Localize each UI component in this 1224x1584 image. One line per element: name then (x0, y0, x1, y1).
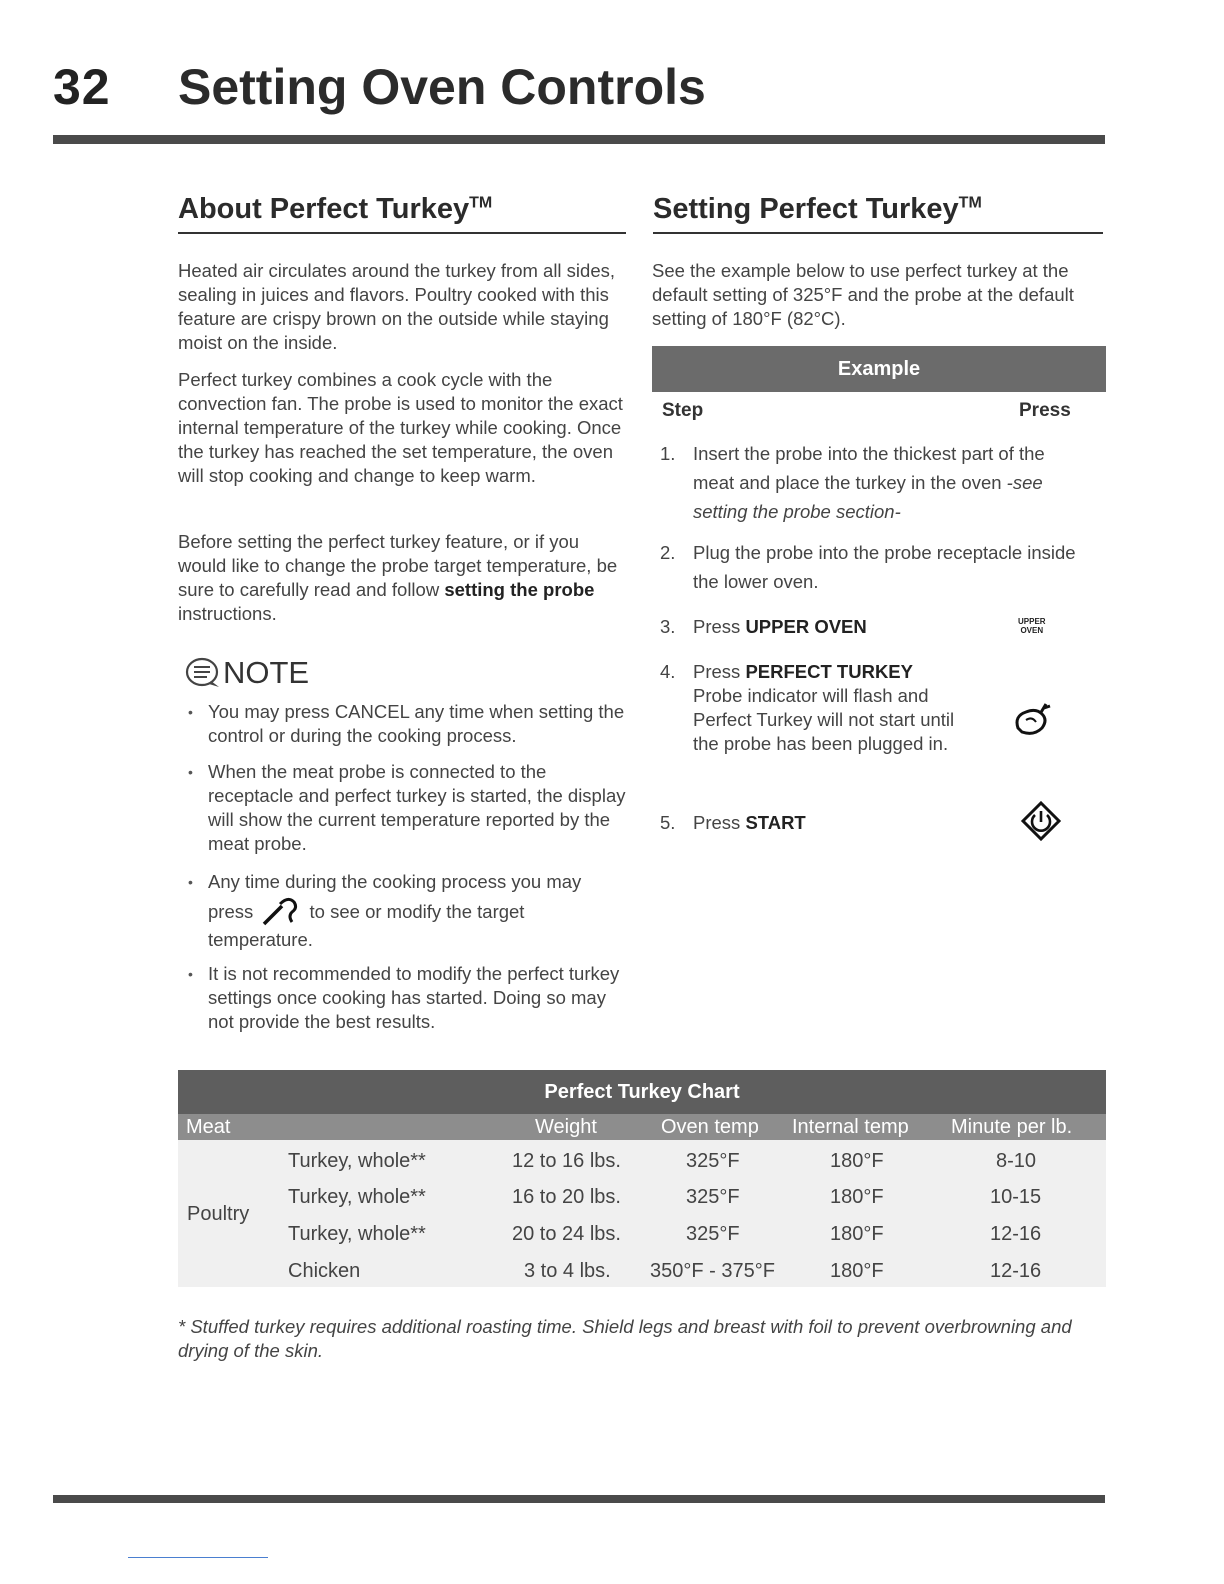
note-item: • It is not recommended to modify the perfect turkey settings once cooking has started. Doing so may not provide the best results. (186, 962, 631, 1034)
cell-meat: Turkey, whole** (288, 1186, 426, 1208)
table-row (178, 1216, 1106, 1252)
step-text: Plug the probe into the probe receptacle inside the lower oven. (693, 542, 1076, 592)
cell-oven-temp: 325°F (686, 1150, 740, 1172)
probe-icon (260, 896, 302, 926)
step-number: 5. (660, 812, 676, 833)
cell-minutes: 12-16 (990, 1223, 1042, 1245)
setting-heading-text: Setting Perfect Turkey (653, 193, 959, 225)
note-icon (185, 657, 221, 689)
header-rule (53, 135, 1105, 144)
cell-oven-temp: 350°F - 375°F (650, 1260, 775, 1282)
step-text: Press (693, 812, 746, 833)
note-item3-before: Any time during the cooking process you may press (208, 871, 582, 922)
about-paragraph-3 (178, 530, 628, 626)
note-item3-after: to see or modify the target temperature. (208, 901, 525, 950)
about-paragraph-2: Perfect turkey combines a cook cycle with the convection fan. The probe is used to monitor the exact internal temperature of the turkey while cooking. Once the turkey has reached the set temperature, the oven will stop cooking and change to keep warm. (178, 369, 623, 486)
step-number: 3. (660, 616, 676, 637)
cell-weight: 16 to 20 lbs. (512, 1186, 621, 1208)
upper-oven-key-line2: OVEN (1020, 626, 1044, 635)
cell-meat: Turkey, whole** (288, 1223, 426, 1245)
note-item: • You may press CANCEL any time when setting the control or during the cooking process. (186, 700, 631, 748)
header-oven-temp: Oven temp (661, 1116, 759, 1138)
start-label: START (745, 812, 806, 833)
setting-tm: TM (958, 194, 982, 212)
cell-minutes: 8-10 (996, 1150, 1037, 1172)
step-number: 2. (660, 542, 676, 563)
step-number: 4. (660, 661, 676, 682)
cell-internal-temp: 180°F (830, 1150, 884, 1172)
about-heading (178, 193, 626, 234)
step-3 (660, 613, 1080, 641)
footer-divider (128, 1557, 268, 1558)
table-row (178, 1253, 1106, 1289)
note-item-probe (186, 868, 631, 954)
step-5 (660, 810, 1080, 836)
upper-oven-key (1018, 617, 1046, 635)
perfect-turkey-label: PERFECT TURKEY (745, 661, 913, 682)
cell-internal-temp: 180°F (830, 1186, 884, 1208)
cell-internal-temp: 180°F (830, 1223, 884, 1245)
note-heading (185, 655, 309, 691)
step-column-header: Step (662, 400, 704, 421)
start-icon (1020, 800, 1062, 842)
note-heading-text: NOTE (223, 655, 310, 690)
about-heading-text: About Perfect Turkey (178, 193, 470, 225)
step-2 (660, 538, 1080, 596)
press-column-header: Press (1019, 400, 1071, 421)
cell-weight: 3 to 4 lbs. (524, 1260, 611, 1282)
cell-weight: 12 to 16 lbs. (512, 1150, 621, 1172)
setting-intro: See the example below to use perfect turkey at the default setting of 325°F and the probe at the default setting of 180°F (82°C). (652, 260, 1074, 329)
header-meat: Meat (186, 1116, 231, 1138)
p3-after: instructions. (178, 603, 277, 624)
footer-rule (53, 1495, 1105, 1503)
cell-weight: 20 to 24 lbs. (512, 1223, 621, 1245)
cell-minutes: 12-16 (990, 1260, 1042, 1282)
setting-heading (653, 193, 1103, 234)
cell-meat: Chicken (288, 1260, 361, 1282)
p3-before: Before setting the perfect turkey feature, or if you would like to change the probe target temperature, be sure to carefully read and follow (178, 531, 618, 600)
page-title: Setting Oven Controls (178, 59, 706, 115)
about-tm: TM (469, 194, 493, 212)
about-paragraph-1: Heated air circulates around the turkey from all sides, sealing in juices and flavors. Poultry cooked with this feature are crispy brown on the outside while staying moist on the inside. (178, 260, 616, 353)
turkey-icon (1012, 698, 1054, 738)
cell-minutes: 10-15 (990, 1186, 1042, 1208)
upper-oven-label: UPPER OVEN (745, 616, 867, 637)
step-text: Insert the probe into the thickest part of the meat and place the turkey in the oven (693, 443, 1045, 493)
note-item: • When the meat probe is connected to the receptacle and perfect turkey is started, the display will show the current temperature reported by the meat probe. (186, 760, 631, 856)
note-list (186, 700, 631, 1046)
chart-header-row (178, 1114, 1106, 1140)
table-row (178, 1179, 1106, 1215)
step-4-detail: Probe indicator will flash and Perfect Turkey will not start until the probe has been plugged in. (693, 685, 955, 754)
header-internal-temp: Internal temp (792, 1116, 909, 1138)
step-number: 1. (660, 443, 676, 464)
cell-oven-temp: 325°F (686, 1186, 740, 1208)
cell-oven-temp: 325°F (686, 1223, 740, 1245)
step-text: Press (693, 661, 746, 682)
page-number: 32 (53, 59, 111, 115)
header-weight: Weight (535, 1116, 597, 1138)
p3-bold-link: setting the probe (444, 579, 595, 600)
table-row (178, 1143, 1106, 1179)
cell-internal-temp: 180°F (830, 1260, 884, 1282)
cell-meat: Turkey, whole** (288, 1150, 426, 1172)
example-banner: Example (652, 346, 1106, 392)
step-text: Press (693, 616, 746, 637)
step-italic-ref: -see setting the probe section- (693, 472, 1043, 522)
upper-oven-key-line1: UPPER (1018, 617, 1046, 626)
step-1 (660, 439, 1080, 526)
header-minute-per-lb: Minute per lb. (951, 1116, 1073, 1138)
chart-body (178, 1140, 1106, 1287)
footnote: * Stuffed turkey requires additional roasting time. Shield legs and breast with foil to prevent overbrowning and drying of the skin. (178, 1316, 1072, 1361)
chart-title: Perfect Turkey Chart (178, 1070, 1106, 1114)
chart-category-poultry: Poultry (187, 1203, 250, 1225)
